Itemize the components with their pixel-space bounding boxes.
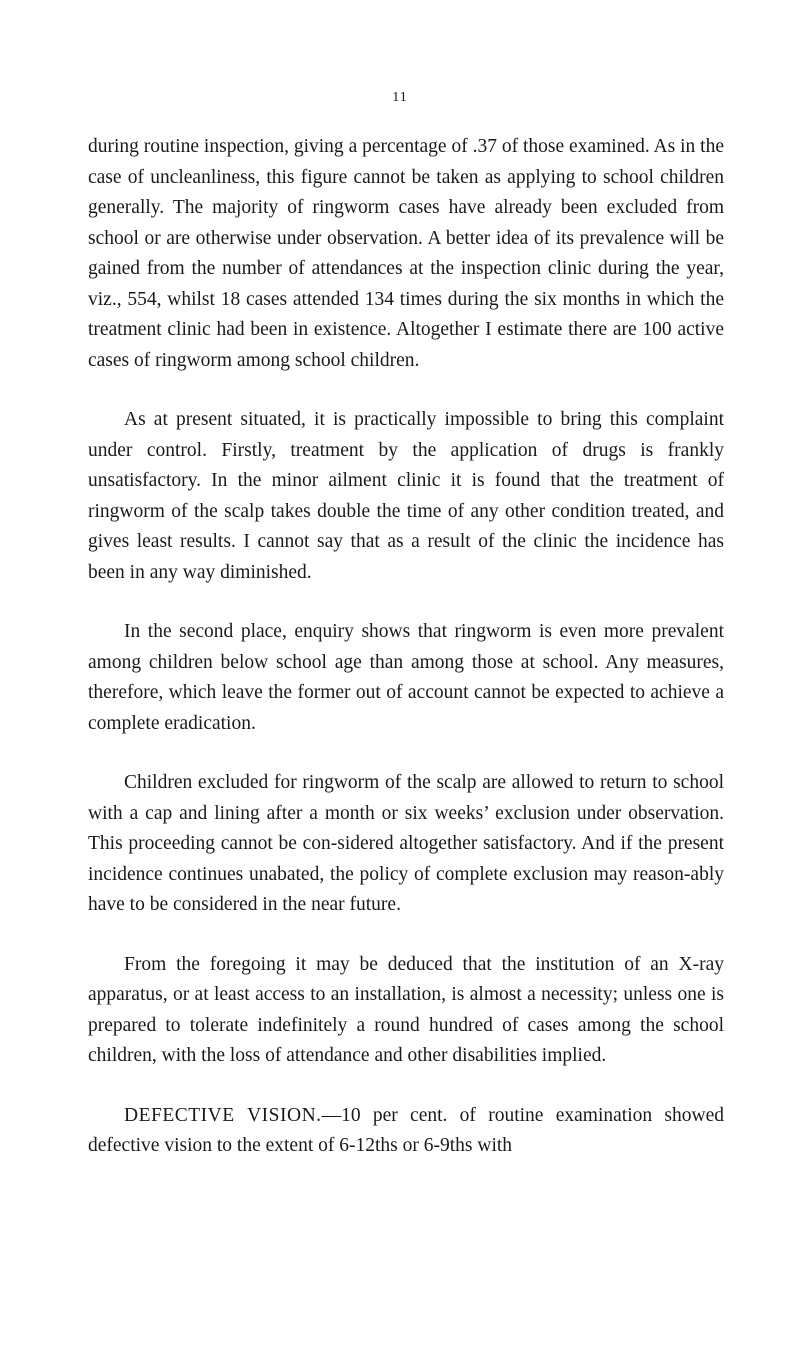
defective-vision-text: —10 per cent. of routine examination showed defective vision to the extent of 6-12ths or 6-9ths with — [88, 1104, 724, 1156]
paragraph-exclusion-policy: Children excluded for ringworm of the scalp are allowed to return to school with a cap and lining after a month or six weeks’ exclusion under observation. This proceeding cannot be con-sidered altogether satisfactory. And if the present incidence continues unabated, the policy of complete exclusion may reason-ably have to be considered in the near future. — [88, 772, 724, 915]
page-number: 11 — [392, 90, 408, 105]
paragraph-defective-vision — [88, 1101, 724, 1162]
paragraph-x-ray-apparatus: From the foregoing it may be deduced that the institution of an X-ray apparatus, or at least access to an installation, is almost a necessity; unless one is prepared to tolerate indefinitely a round hundred of cases among the school children, with the loss of attendance and other disabilities implied. — [88, 953, 724, 1066]
paragraph-treatment-difficulty: As at present situated, it is practically impossible to bring this complaint under control. Firstly, treatment by the application of drugs is frankly unsatisfactory. In the minor ailment clinic it is found that the treatment of ringworm of the scalp takes double the time of any other condition treated, and gives least results. I cannot say that as a result of the clinic the incidence has been in any way diminished. — [88, 409, 724, 583]
section-heading-defective-vision: DEFECTIVE VISION. — [124, 1104, 322, 1126]
body-text — [88, 132, 724, 1162]
paragraph-preschool-prevalence: In the second place, enquiry shows that ringworm is even more prevalent among children below school age than among those at school. Any measures, therefore, which leave the former out of account cannot be expected to achieve a complete eradication. — [88, 621, 724, 734]
paragraph-ringworm-prevalence: during routine inspection, giving a percentage of .37 of those examined. As in the case of uncleanliness, this figure cannot be taken as applying to school children generally. The majority of ringworm cases have already been excluded from school or are otherwise under observation. A better idea of its prevalence will be gained from the number of attendances at the inspection clinic during the year, viz., 554, whilst 18 cases attended 134 times during the six months in which the treatment clinic had been in existence. Altogether I estimate there are 100 active cases of ringworm among school children. — [88, 136, 724, 371]
